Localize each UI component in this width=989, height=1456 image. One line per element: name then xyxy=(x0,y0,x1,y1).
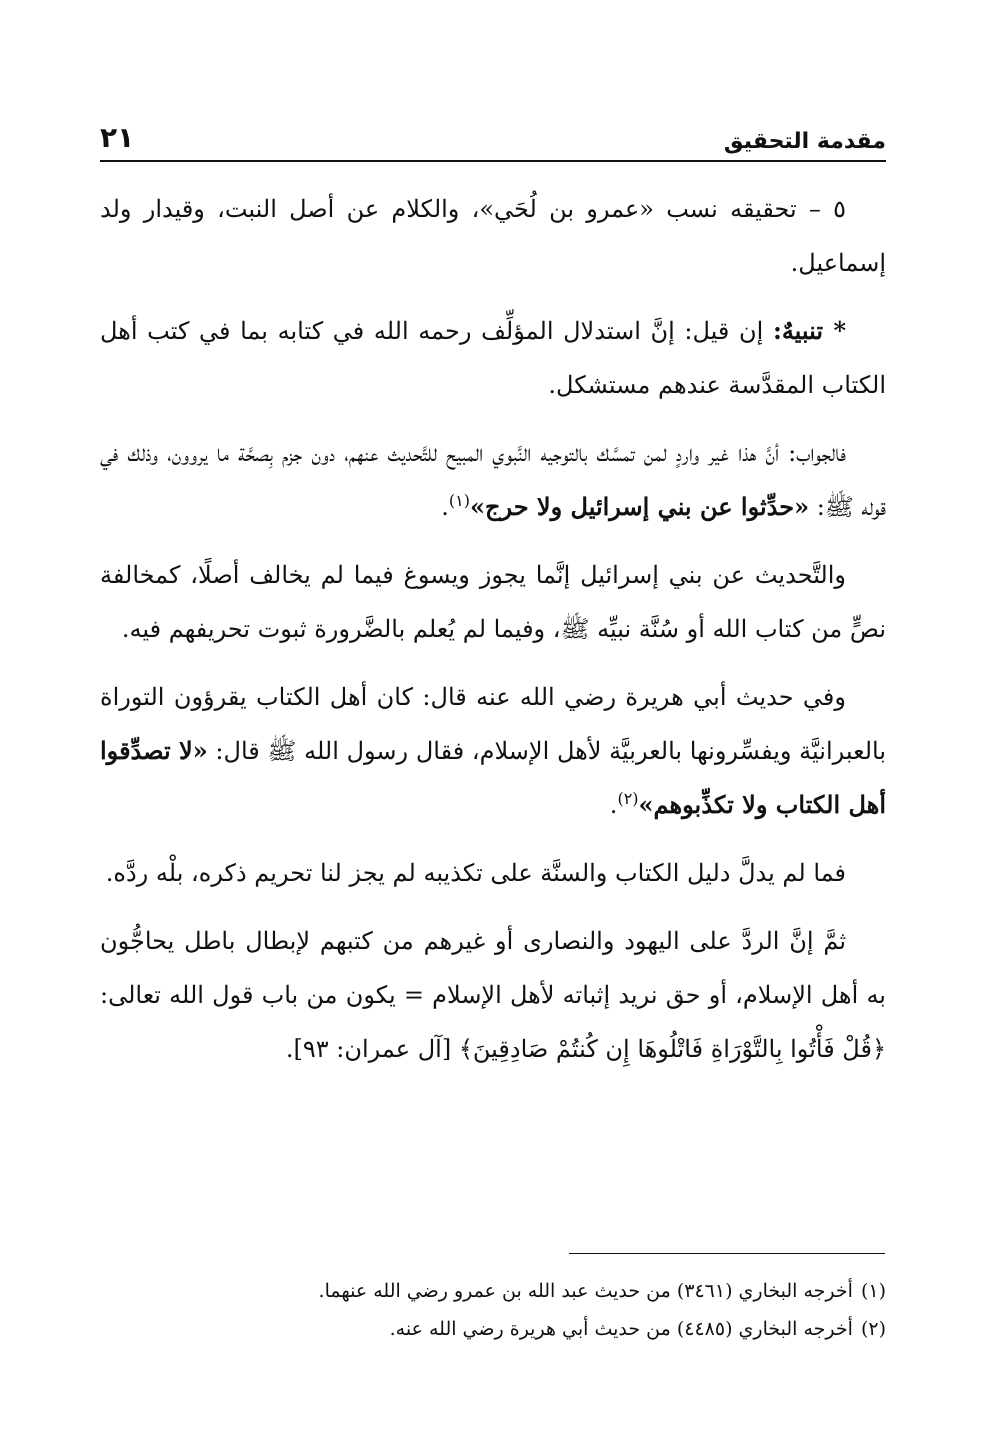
footnote-1-text: أخرجه البخاري (٣٤٦١) من حديث عبد الله بن عمرو رضي الله عنهما. xyxy=(318,1280,853,1302)
paragraph-3-end: . xyxy=(441,493,449,521)
running-header xyxy=(100,118,886,162)
note-text: إن قيل: إنَّ استدلال المؤلِّف رحمه الله في كتابه بما في كتب أهل الكتاب المقدَّسة عندهم مستشكل. xyxy=(100,317,886,399)
paragraph-3 xyxy=(100,426,886,534)
paragraph-7: ثمَّ إنَّ الردَّ على اليهود والنصارى أو غيرهم من كتبهم لإبطال باطل يحاجُّون به أهل الإسلام، أو حق نريد إثباته لأهل الإسلام = يكون من باب قول الله تعالى: ﴿قُلْ فَأْتُوا بِالتَّوْرَاةِ فَاتْلُوهَا إِن كُنتُمْ صَادِقِينَ﴾ [آل عمران: ٩٣]. xyxy=(100,927,886,1063)
footnote-1-number: (١) xyxy=(860,1280,886,1302)
footnote-2-number: (٢) xyxy=(860,1318,886,1340)
hadith-quote-1: «حدِّثوا عن بني إسرائيل ولا حرج» xyxy=(469,492,810,521)
footnote-2-text: أخرجه البخاري (٤٤٨٥) من حديث أبي هريرة رضي الله عنه. xyxy=(389,1318,853,1340)
hadith-quote-2: «لا تصدِّقوا أهل الكتاب ولا تكذِّبوهم» xyxy=(100,736,886,819)
footnote-2 xyxy=(100,1310,886,1348)
footnote-ref-1[interactable]: (١) xyxy=(448,491,470,510)
paragraph-6: فما لم يدلَّ دليل الكتاب والسنَّة على تكذيبه لم يجز لنا تحريم ذكره، بلْه ردَّه. xyxy=(105,859,846,887)
footnote-divider xyxy=(569,1253,885,1254)
footnotes xyxy=(100,1272,886,1348)
footnote-1 xyxy=(100,1272,886,1310)
paragraph-5-end: . xyxy=(609,791,618,819)
paragraph-5 xyxy=(100,670,886,832)
paragraph-3-text: فالجواب: أنَّ هذا غير واردٍ لمن تمسَّك بالتوجيه النَّبوي المبيح للتَّحديث عنهم، دون جزم بِصحَّة ما يروون، وذلك في قوله ﷺ: xyxy=(100,439,886,521)
paragraph-1: ٥ – تحقيقه نسب «عمرو بن لُحَي»، والكلام عن أصل النبت، وقيدار ولد إسماعيل. xyxy=(100,195,886,277)
paragraph-5-text: وفي حديث أبي هريرة رضي الله عنه قال: كان أهل الكتاب يقرؤون التوراة بالعبرانيَّة ويفسِّرونها بالعربيَّة لأهل الإسلام، فقال رسول الله ﷺ قال: xyxy=(100,683,886,765)
footnote-ref-2[interactable]: (٢) xyxy=(617,789,639,808)
paragraph-2 xyxy=(100,304,886,412)
paragraph-4: والتَّحديث عن بني إسرائيل إنَّما يجوز ويسوغ فيما لم يخالف أصلًا، كمخالفة نصٍّ من كتاب الله أو سُنَّة نبيِّه ﷺ، وفيما لم يُعلم بالضَّرورة ثبوت تحريفهم فيه. xyxy=(100,561,886,643)
page-number: ٢١ xyxy=(100,121,135,154)
note-label: * تنبيهٌ: xyxy=(772,316,846,345)
running-title: مقدمة التحقيق xyxy=(723,129,886,154)
main-text xyxy=(100,182,886,1090)
